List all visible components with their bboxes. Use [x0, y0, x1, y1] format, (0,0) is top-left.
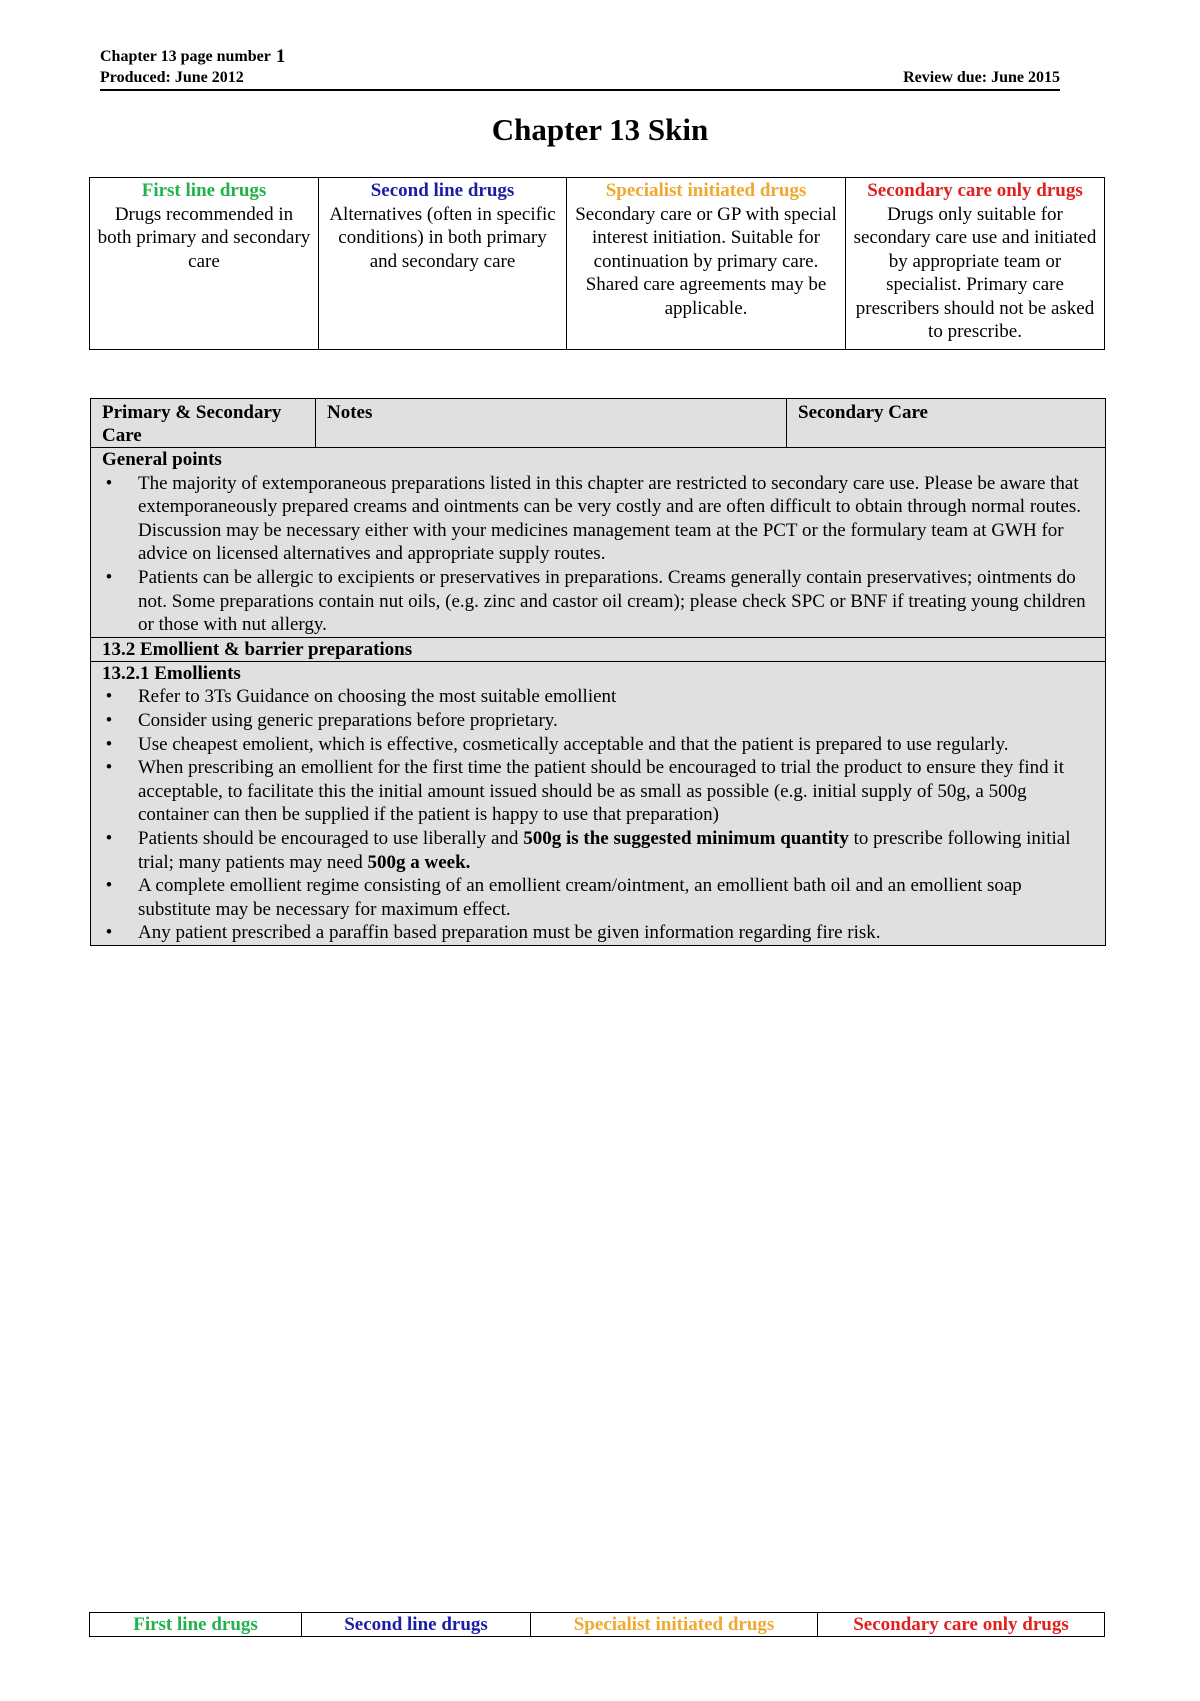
list-item: • Patients can be allergic to excipients or preservatives in preparations. Creams generally contain preservatives; ointments do not. Some preparations contain nut oils, (e.g. zinc and castor oil cream); please check SPC or BNF if treating young children or those with nut allergy. — [102, 566, 1094, 637]
legend-first-line — [90, 178, 319, 350]
legend-table — [89, 177, 1105, 350]
legend-secondary-care-only — [846, 178, 1105, 350]
legend-specialist-initiated — [567, 178, 846, 350]
page-header — [100, 46, 1060, 91]
legend-text: Secondary care or GP with special interest initiation. Suitable for continuation by primary care. Shared care agreements may be applicable. — [575, 203, 837, 319]
table-header-row — [91, 399, 1105, 448]
general-points-section — [91, 448, 1105, 638]
footer-legend — [89, 1612, 1105, 1637]
legend-heading: Specialist initiated drugs — [605, 180, 807, 201]
emollients-section — [91, 662, 1105, 945]
legend-heading: Secondary care only drugs — [867, 180, 1083, 201]
chapter-page-label: Chapter 13 page number — [100, 48, 271, 65]
list-item: • Patients should be encouraged to use liberally and 500g is the suggested minimum quantity to prescribe following initial trial; many patients may need 500g a week. — [102, 827, 1094, 874]
review-due-date: Review due: June 2015 — [903, 69, 1060, 86]
bullet-icon: • — [105, 566, 113, 588]
bullet-icon: • — [105, 709, 113, 731]
legend-heading: First line drugs — [141, 180, 267, 201]
list-item: • Refer to 3Ts Guidance on choosing the most suitable emollient — [102, 685, 1094, 709]
bullet-icon: • — [105, 472, 113, 494]
bullet-icon: • — [105, 922, 113, 944]
footer-first-line: First line drugs — [90, 1613, 302, 1637]
column-header-primary-secondary: Primary & Secondary Care — [91, 399, 316, 447]
legend-text: Drugs only suitable for secondary care use and initiated by appropriate team or specialist. Primary care prescribers should not be asked to prescribe. — [853, 203, 1097, 342]
page-number: 1 — [275, 46, 286, 67]
page-title: Chapter 13 Skin — [491, 112, 709, 147]
legend-heading: Second line drugs — [370, 180, 515, 201]
footer-specialist-initiated: Specialist initiated drugs — [531, 1613, 818, 1637]
legend-text: Alternatives (often in specific conditions) in both primary and secondary care — [329, 203, 556, 272]
list-item: • Use cheapest emolient, which is effective, cosmetically acceptable and that the patient is prepared to use regularly. — [102, 733, 1094, 757]
bullet-icon: • — [105, 827, 113, 849]
column-header-notes: Notes — [316, 399, 787, 447]
formulary-table — [90, 398, 1106, 946]
list-item: • A complete emollient regime consisting of an emollient cream/ointment, an emollient bath oil and an emollient soap substitute may be necessary for maximum effect. — [102, 874, 1094, 921]
bullet-icon: • — [105, 686, 113, 708]
bullet-icon: • — [105, 733, 113, 755]
column-header-secondary-care: Secondary Care — [798, 402, 928, 423]
list-item: • Consider using generic preparations before proprietary. — [102, 709, 1094, 733]
footer-second-line: Second line drugs — [302, 1613, 531, 1637]
section-title: General points — [102, 449, 222, 470]
produced-date: Produced: June 2012 — [100, 69, 244, 86]
legend-text: Drugs recommended in both primary and secondary care — [97, 203, 311, 272]
list-item: • When prescribing an emollient for the first time the patient should be encouraged to trial the product to ensure they find it acceptable, to facilitate this the initial amount issued should be as small as possible (e.g. initial supply of 50g, a 500g container can then be supplied if the patient is happy to use that preparation) — [102, 756, 1094, 827]
list-item: • Any patient prescribed a paraffin based preparation must be given information regarding fire risk. — [102, 921, 1094, 945]
section-title: 13.2.1 Emollients — [102, 662, 241, 684]
footer-secondary-care-only: Secondary care only drugs — [818, 1613, 1105, 1637]
section-heading-13-2: 13.2 Emollient & barrier preparations — [91, 638, 1105, 662]
list-item: • The majority of extemporaneous preparations listed in this chapter are restricted to secondary care use. Please be aware that extemporaneously prepared creams and ointments can be very costly and are often difficult to obtain through normal routes. Discussion may be necessary either with your medicines management team at the PCT or the formulary team at GWH for advice on licensed alternatives and appropriate supply routes. — [102, 472, 1094, 566]
bullet-icon: • — [105, 875, 113, 897]
bullet-icon: • — [105, 757, 113, 779]
legend-second-line — [319, 178, 567, 350]
